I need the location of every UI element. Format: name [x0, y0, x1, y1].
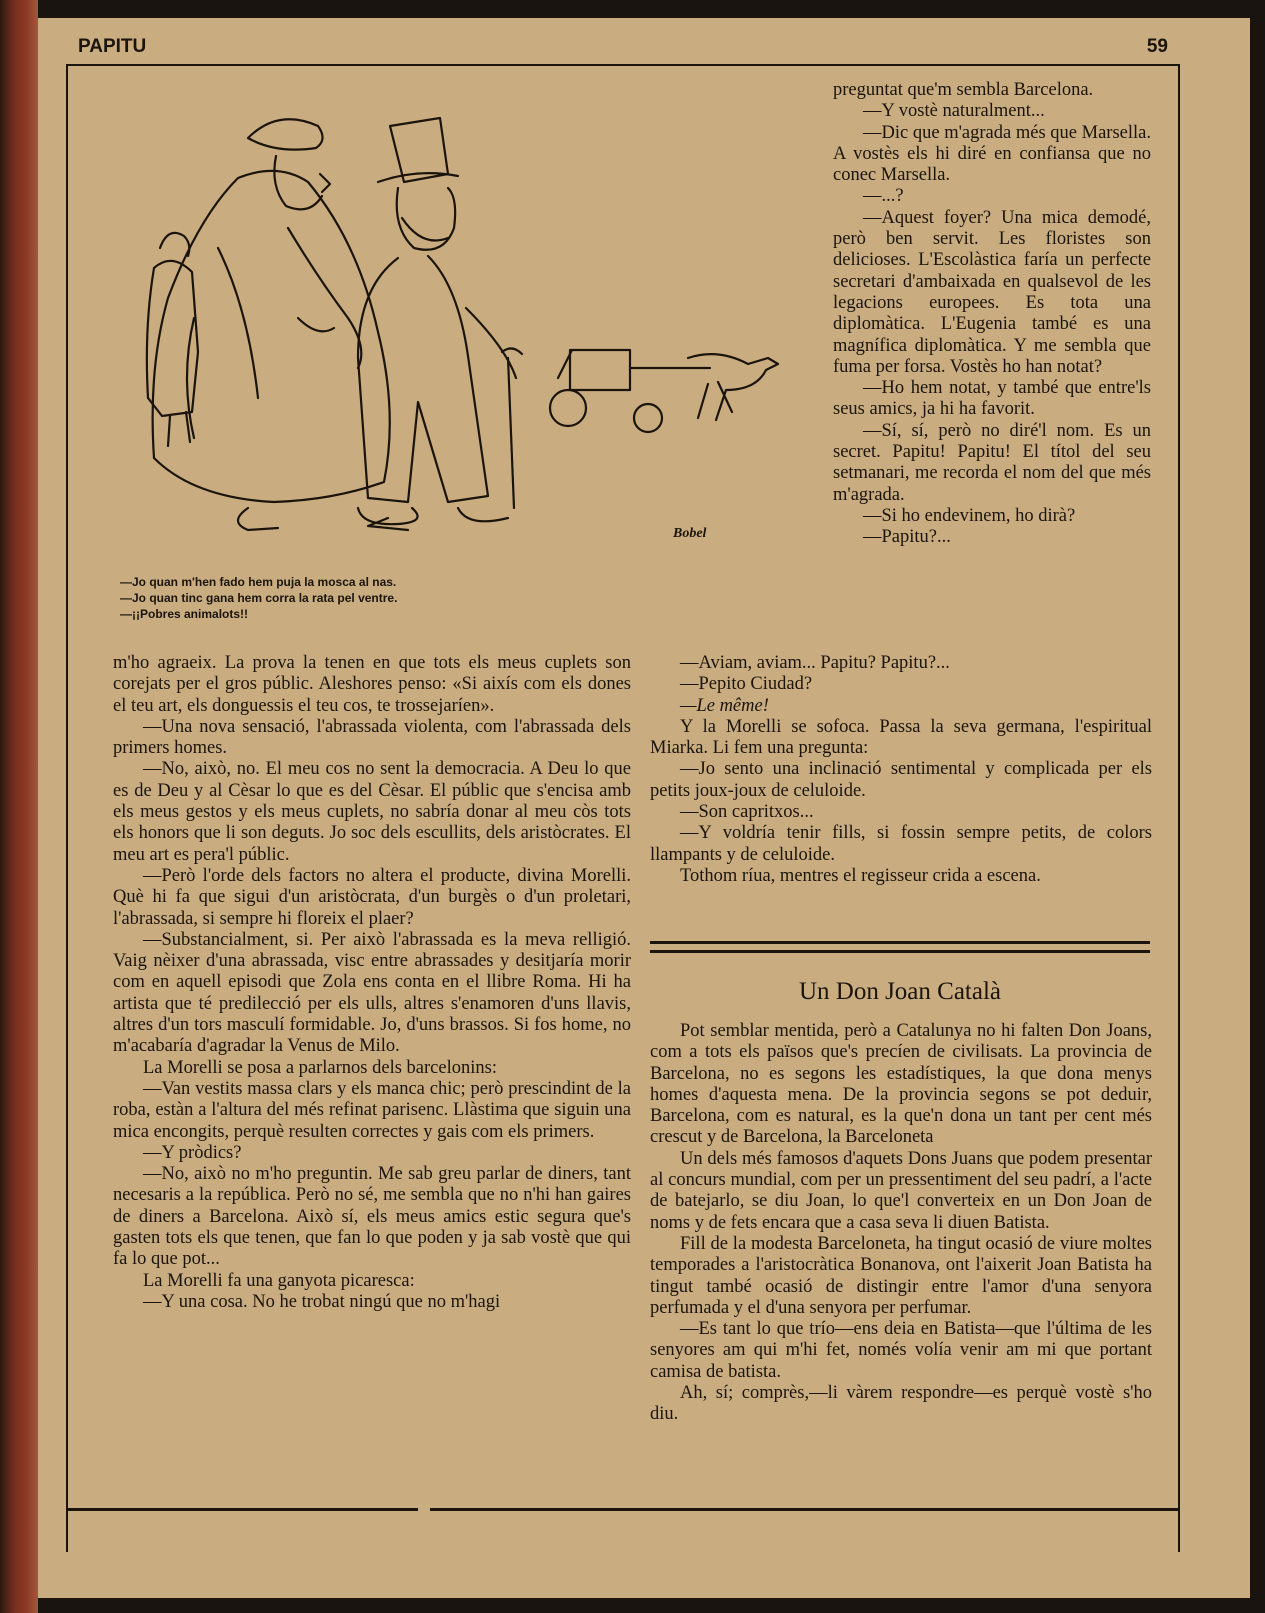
- cartoon-caption: [120, 574, 680, 622]
- paragraph: —Una nova sensació, l'abrassada violenta, com l'abrassada dels primers homes.: [113, 716, 631, 759]
- paragraph: —Papitu?...: [863, 527, 951, 548]
- caption-line: —¡¡Pobres animalots!!: [120, 607, 249, 621]
- paragraph: —Aquest foyer? Una mica demodé, però ben servit. Les floristes son delicioses. L'Escolàstica faría un perfecte secretari d'ambaixada en qualsevol de les legacions europees. Es tota una diplomàtica. L'Eugenia també es una magnífica diplomàtica. Y me sembla que fuma per forsa. Vostès ho han notat?: [833, 207, 1151, 377]
- paragraph: —No, això, no. El meu cos no sent la democracia. A Deu lo que es de Deu y al Cèsar lo que es del Cèsar. El públic que s'encisa amb els meus gestos y els meus cuplets, no sabría donar al meu còs tots els honors que li son deguts. Jo soc dels escullits, dels aristòcrates. El meu art es pera'l públic.: [113, 759, 631, 865]
- interview-column-left: [113, 653, 631, 1313]
- paragraph: —Y una cosa. No he trobat ningú que no m'hagi: [143, 1291, 501, 1312]
- paragraph: preguntat que'm sembla Barcelona.: [833, 80, 1094, 100]
- man-with-top-hat: [358, 118, 522, 530]
- article-body: [650, 1021, 1152, 1426]
- paragraph: —Però l'orde dels factors no altera el producte, divina Morelli. Què hi fa que sigui d'un aristòcrata, d'un burgès o d'un proletari, l'abrassada, si sempre hi floreix el plaer?: [113, 865, 631, 929]
- page-number: 59: [1146, 36, 1168, 57]
- paragraph: —Le même!: [680, 695, 769, 716]
- paragraph: —Substancialment, si. Per això l'abrassada es la meva relligió. Vaig nèixer d'una abrassada, visc entre abrassades y desitjaría morir com en aquell episodi que Zola ens conta en el llibre Roma. Hi ha artista que té predilecció per els ulls, altres s'enamoren d'uns llavis, altres d'un tors masculí formidable. Jo, d'uns brassos. Si fos home, no m'acabaría d'agradar la Venus de Milo.: [113, 929, 631, 1057]
- paragraph: —Y vostè naturalment...: [863, 101, 1045, 122]
- paragraph: La Morelli fa una ganyota picaresca:: [143, 1270, 415, 1291]
- article-title: Un Don Joan Català: [798, 978, 1002, 1005]
- paragraph: —Ho hem notat, y també que entre'ls seus amics, ja hi ha favorit.: [833, 378, 1151, 420]
- section-divider: [650, 941, 1150, 953]
- masthead: PAPITU: [78, 36, 147, 57]
- interview-column-top-right: [833, 80, 1151, 549]
- magazine-page: [38, 18, 1250, 1598]
- paragraph: —Van vestits massa clars y els manca chic; però prescindint de la roba, estàn a l'altura del més refinat parisenc. Llàstima que siguin una mica encongits, perquè resulten correctes y gais com els primers.: [113, 1078, 631, 1142]
- caption-line: —Jo quan tinc gana hem corra la rata pel ventre.: [120, 591, 398, 605]
- paragraph: —Aviam, aviam... Papitu? Papitu?...: [680, 653, 950, 673]
- horse-carriage: [550, 350, 778, 432]
- cartoon-illustration: [98, 78, 798, 568]
- man-with-bowler: [153, 119, 418, 530]
- bottom-rule-right: [430, 1508, 1178, 1511]
- paragraph: Ah, sí; comprès,—li vàrem respondre—es perquè vostè s'ho diu.: [650, 1383, 1152, 1425]
- paragraph: —No, això no m'ho preguntin. Me sab greu parlar de diners, tant necesaris a la república. Però no sé, me sembla que no n'hi han gaires de diners a Barcelona. Això sí, els meus amics estic segura que's gasten tots els que tenen, que fan lo que poden y ja sab vostè que qui fa lo que pot...: [113, 1164, 631, 1270]
- paragraph: Y la Morelli se sofoca. Passa la seva germana, l'espiritual Miarka. Li fem una pregunta:: [650, 716, 1152, 759]
- paragraph: —Y pròdics?: [143, 1142, 242, 1163]
- paragraph: Tothom ríua, mentres el regisseur crida a escena.: [680, 865, 1041, 886]
- paragraph: Un dels més famosos d'aquets Dons Juans que podem presentar al concurs mundial, com per un pressentiment del seu padrí, a l'acte de batejarlo, se diu Joan, lo que'l converteix en un Don Joan de noms y de fets encara que a casa seva li diuen Batista.: [650, 1148, 1152, 1233]
- page-header: [78, 26, 1168, 66]
- paragraph: —Pepito Ciudad?: [680, 674, 813, 695]
- paragraph: —Es tant lo que trío—ens deia en Batista—que l'última de les senyores am qui m'hi fet, només volía venir am mi que portant camisa de batista.: [650, 1319, 1152, 1382]
- paragraph: —Son capritxos...: [680, 802, 814, 823]
- caption-line: —Jo quan m'hen fado hem puja la mosca al nas.: [120, 575, 397, 589]
- paragraph: —Sí, sí, però no diré'l nom. Es un secret. Papitu! Papitu! El títol del seu setmanari, me recorda el nom del que més m'agrada.: [833, 420, 1151, 505]
- interview-column-right: [650, 653, 1152, 887]
- paragraph: —Jo sento una inclinació sentimental y complicada per els petits joux-joux de celuloide.: [650, 759, 1152, 801]
- paragraph: m'ho agraeix. La prova la tenen en que tots els meus cuplets son corejats per el gros públic. Aleshores penso: «Si aixís com els dones el teu art, els donguessis el teu cos, te trossejaríen».: [113, 653, 631, 716]
- paragraph: Fill de la modesta Barceloneta, ha tingut ocasió de viure moltes temporades a l'aristocràtica Bonanova, ont l'aixerit Joan Batista ha tingut també ocasió de distingir entre l'amor d'una senyora perfumada y el d'una senyora per perfumar.: [650, 1233, 1152, 1318]
- paragraph: —Si ho endevinem, ho dirà?: [863, 505, 1076, 526]
- paragraph: —Dic que m'agrada més que Marsella. A vostès els hi diré en confiansa que no conec Marsella.: [833, 122, 1151, 186]
- book-spine: [0, 0, 38, 1613]
- paragraph: La Morelli se posa a parlarnos dels barcelonins:: [143, 1057, 497, 1078]
- paragraph: —...?: [863, 186, 904, 207]
- paragraph: Pot semblar mentida, però a Catalunya no hi falten Don Joans, com a tots els països que's precíen de civilisats. La provincia de Barcelona, no es segons les estadístiques, la que dona menys homes d'aquesta mena. De la provincia segons se pot deduir, Barcelona, com es natural, es la que'n dona un tant per cent més crescut y de Barcelona, la Barceloneta: [650, 1021, 1152, 1148]
- paragraph: —Y voldría tenir fills, si fossin sempre petits, de colors llampants y de celuloide.: [650, 823, 1152, 865]
- artist-signature: Bobel: [673, 526, 707, 541]
- bottom-rule-left: [66, 1508, 418, 1511]
